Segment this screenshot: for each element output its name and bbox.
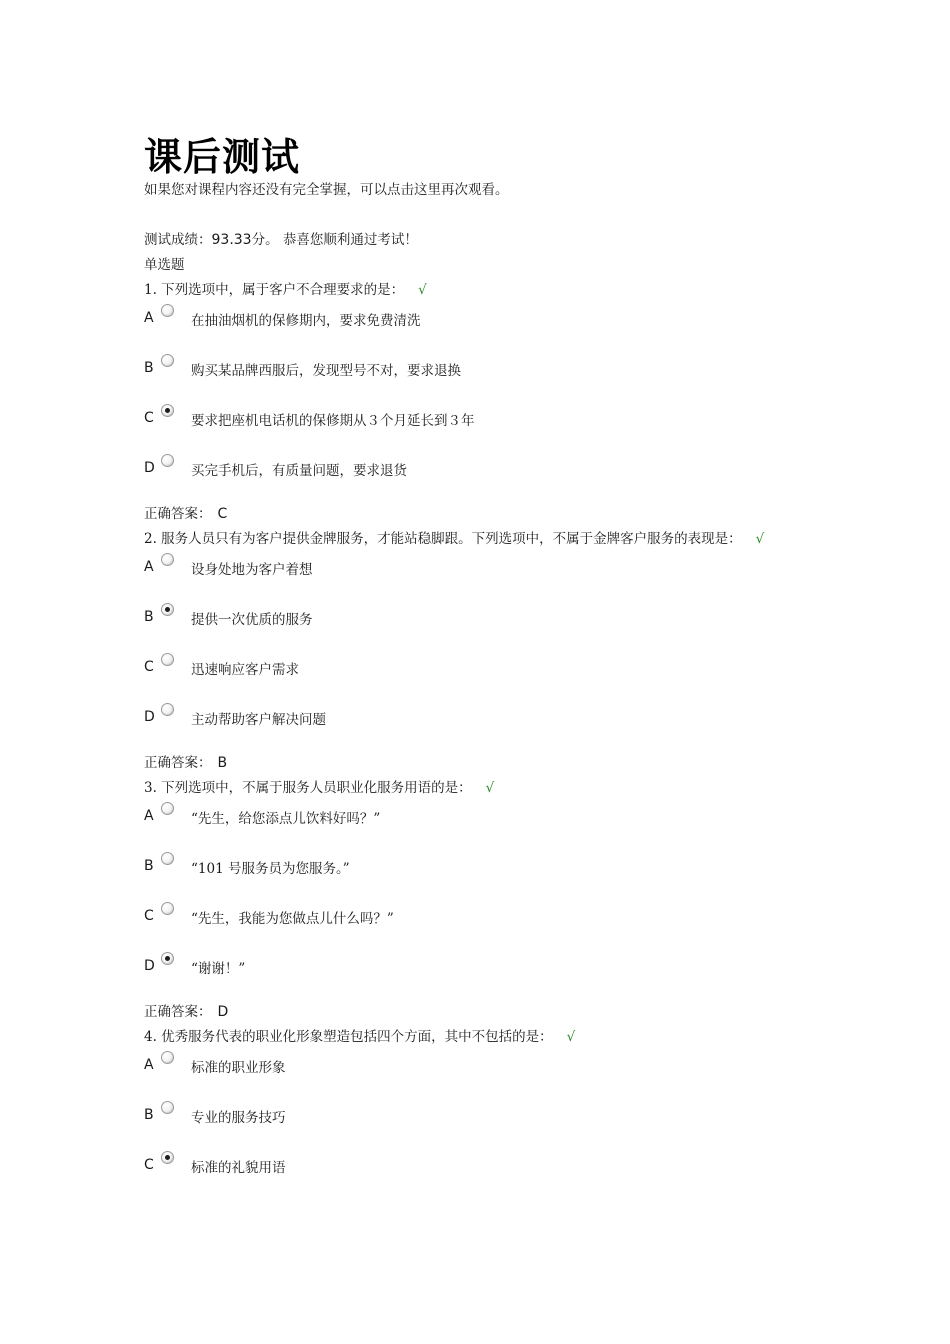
correct-check-icon: √: [566, 1029, 576, 1045]
option-text: 主动帮助客户解决问题: [191, 712, 326, 728]
question-stem: [144, 527, 764, 547]
correct-check-icon: √: [418, 282, 427, 298]
option-letter: C: [144, 908, 154, 924]
option-letter: D: [144, 460, 155, 476]
option-text: 要求把座机电话机的保修期从３个月延长到３年: [191, 413, 475, 429]
question-stem-text: 2. 服务人员只有为客户提供金牌服务，才能站稳脚跟。下列选项中，不属于金牌客户服务的表现是：: [144, 531, 742, 547]
question-stem-text: 3. 下列选项中，不属于服务人员职业化服务用语的是：: [144, 780, 472, 796]
option-text: 标准的礼貌用语: [191, 1160, 286, 1176]
option-radio[interactable]: [161, 852, 174, 865]
option-text: 标准的职业形象: [191, 1060, 286, 1076]
section-label: 单选题: [144, 257, 185, 273]
option-letter: B: [144, 360, 154, 376]
option-text: 提供一次优质的服务: [191, 612, 313, 628]
correct-check-icon: √: [485, 780, 495, 796]
question-stem-text: 1. 下列选项中，属于客户不合理要求的是：: [144, 282, 405, 298]
option-radio[interactable]: [161, 802, 174, 815]
correct-answer-value: B: [217, 755, 228, 771]
score-suffix: 分。 恭喜您顺利通过考试！: [251, 232, 418, 248]
option-letter: C: [144, 410, 154, 426]
correct-answer: [144, 1000, 228, 1020]
option-text: 买完手机后，有质量问题，要求退货: [191, 463, 407, 479]
option-text: “先生，给您添点儿饮料好吗？”: [191, 811, 381, 827]
correct-answer-label: 正确答案：: [144, 506, 212, 522]
option-text: 购买某品牌西服后，发现型号不对，要求退换: [191, 363, 461, 379]
option-radio[interactable]: [161, 553, 174, 566]
page-title: 课后测试: [144, 134, 301, 179]
correct-answer-value: C: [217, 506, 228, 522]
question-stem: [144, 278, 427, 298]
option-letter: B: [144, 609, 154, 625]
option-text: “谢谢！”: [191, 961, 246, 977]
option-radio[interactable]: [161, 703, 174, 716]
option-radio[interactable]: [161, 1151, 174, 1164]
option-radio[interactable]: [161, 1051, 174, 1064]
correct-check-icon: √: [755, 531, 765, 547]
option-radio[interactable]: [161, 1101, 174, 1114]
option-letter: D: [144, 709, 155, 725]
option-radio[interactable]: [161, 902, 174, 915]
option-radio[interactable]: [161, 952, 174, 965]
option-letter: A: [144, 310, 154, 326]
question-stem-text: 4. 优秀服务代表的职业化形象塑造包括四个方面，其中不包括的是：: [144, 1029, 553, 1045]
option-letter: C: [144, 1157, 154, 1173]
option-radio[interactable]: [161, 454, 174, 467]
option-text: 在抽油烟机的保修期内，要求免费清洗: [191, 313, 421, 329]
correct-answer-value: D: [217, 1004, 229, 1020]
option-radio[interactable]: [161, 354, 174, 367]
option-text: 专业的服务技巧: [191, 1110, 286, 1126]
score-label: 测试成绩：: [144, 232, 212, 248]
question-stem: [144, 1025, 575, 1045]
option-letter: B: [144, 858, 154, 874]
option-letter: A: [144, 808, 154, 824]
option-letter: C: [144, 659, 154, 675]
option-letter: A: [144, 1057, 154, 1073]
option-letter: B: [144, 1107, 154, 1123]
option-text: “先生，我能为您做点儿什么吗？”: [191, 911, 394, 927]
question-stem: [144, 776, 494, 796]
option-radio[interactable]: [161, 653, 174, 666]
correct-answer: [144, 502, 227, 522]
score-value: 93.33: [211, 232, 252, 248]
option-letter: D: [144, 958, 155, 974]
option-radio[interactable]: [161, 304, 174, 317]
correct-answer-label: 正确答案：: [144, 755, 212, 771]
option-radio[interactable]: [161, 603, 174, 616]
option-text: “101 号服务员为您服务。”: [191, 861, 350, 877]
option-letter: A: [144, 559, 154, 575]
option-radio[interactable]: [161, 404, 174, 417]
correct-answer-label: 正确答案：: [144, 1004, 212, 1020]
option-text: 设身处地为客户着想: [191, 562, 313, 578]
score-line: [144, 228, 418, 248]
option-text: 迅速响应客户需求: [191, 662, 299, 678]
correct-answer: [144, 751, 227, 771]
review-link[interactable]: 如果您对课程内容还没有完全掌握，可以点击这里再次观看。: [144, 182, 509, 198]
